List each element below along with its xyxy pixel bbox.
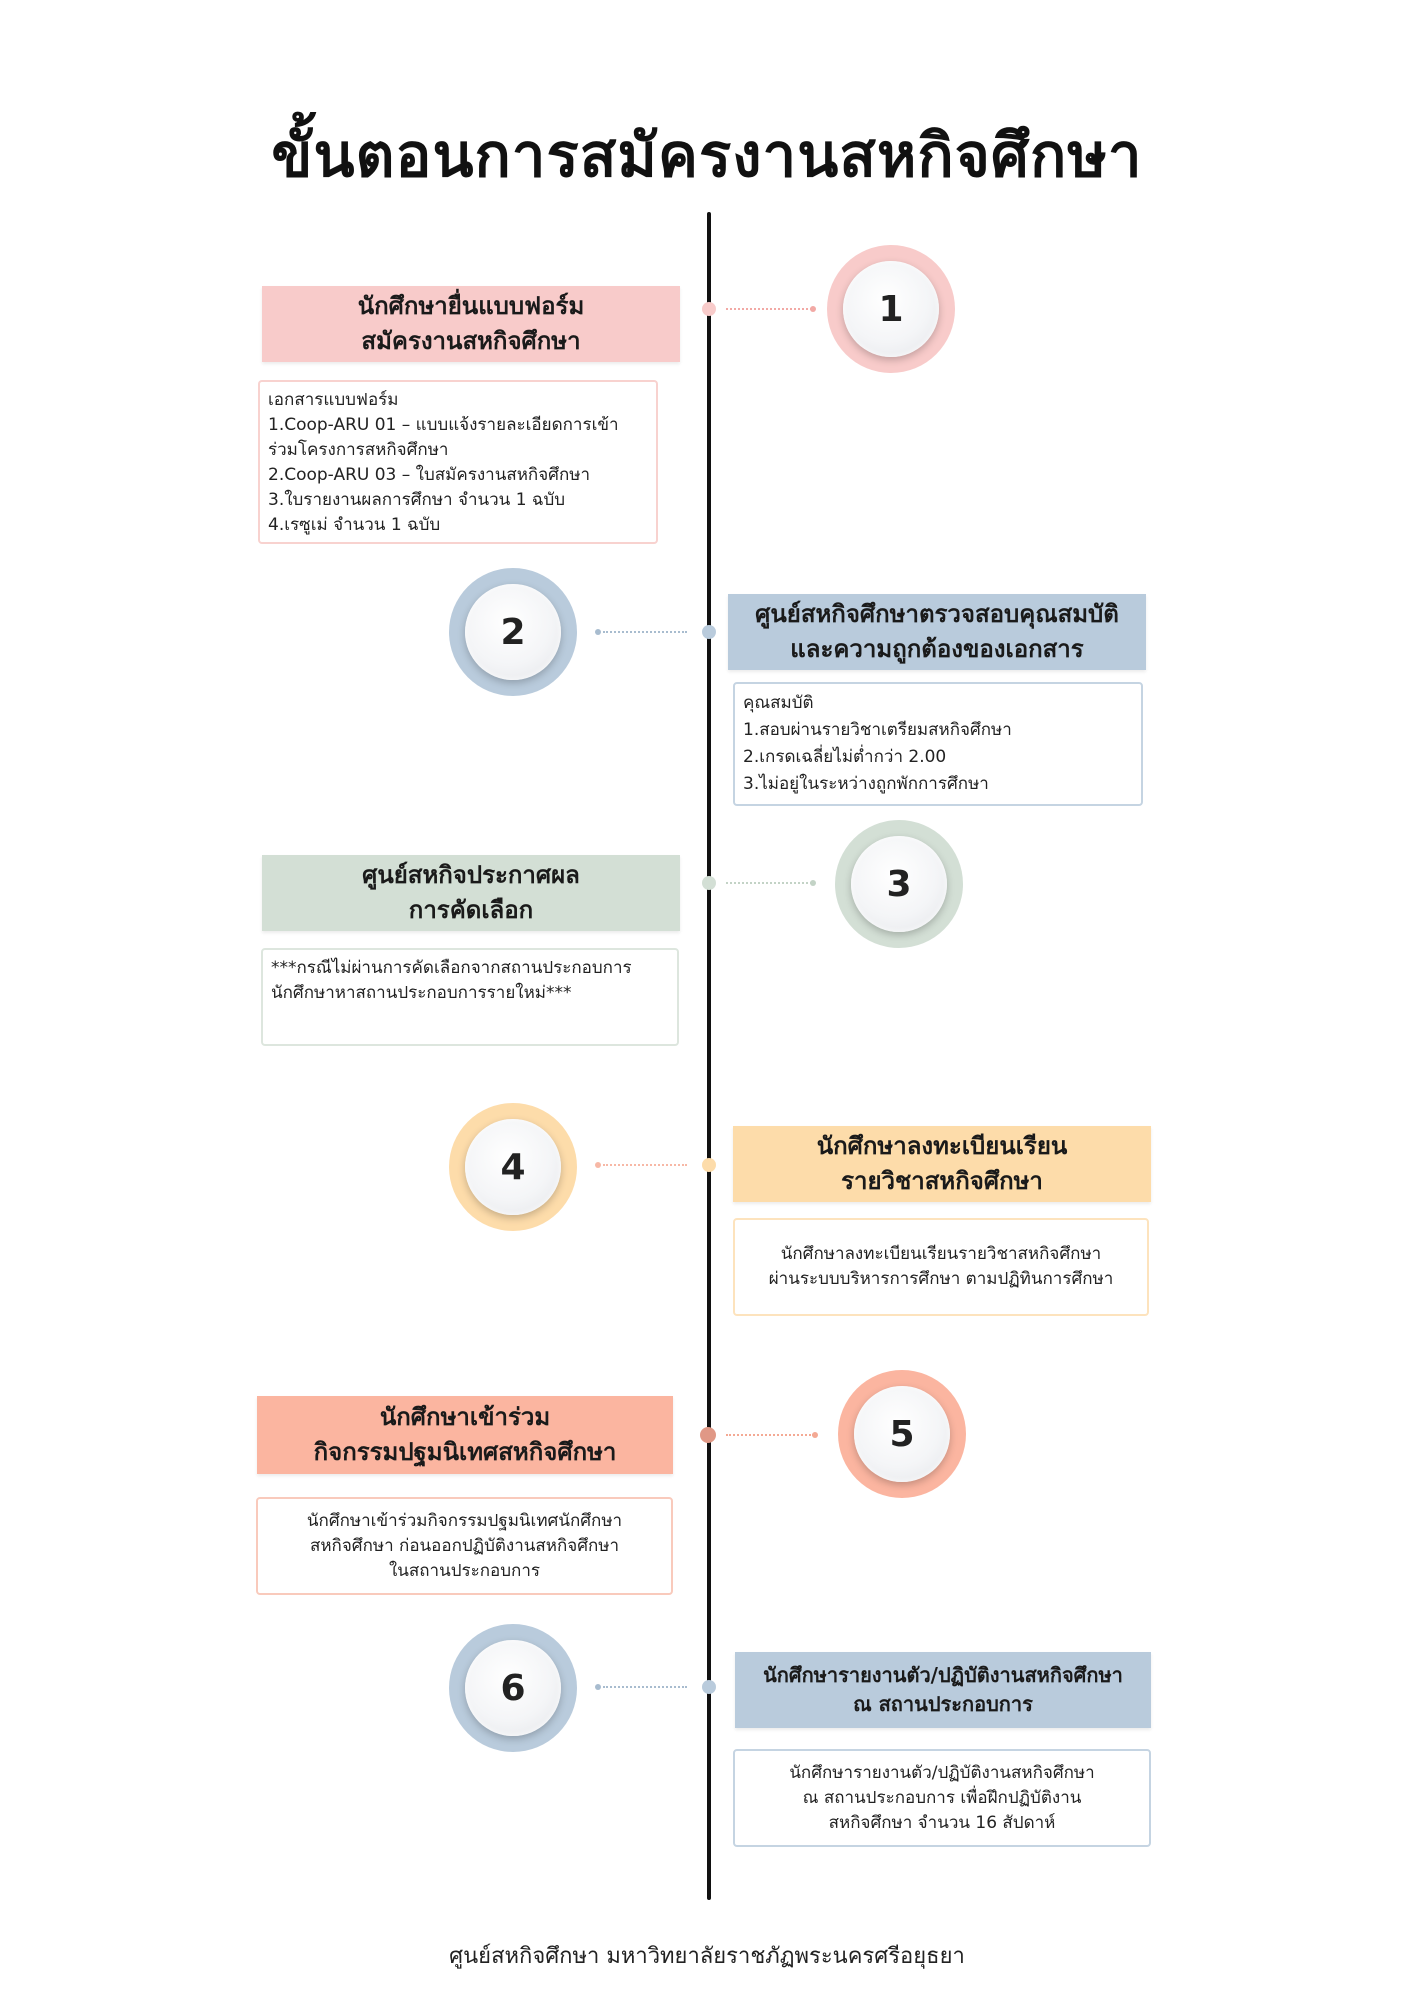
step-6-heading-line-2: ณ สถานประกอบการ: [853, 1692, 1033, 1716]
step-2-heading-line-2: และความถูกต้องของเอกสาร: [790, 635, 1084, 663]
page-title: ขั้นตอนการสมัครงานสหกิจศึกษา: [271, 121, 1143, 191]
step-2-heading-line-1: ศูนย์สหกิจศึกษาตรวจสอบคุณสมบัติ: [755, 600, 1119, 629]
step-5-axis-dot: [700, 1427, 716, 1443]
step-6-connector-end: [595, 1684, 601, 1690]
step-1-detail-box: [258, 380, 658, 544]
step-2-heading: [728, 594, 1146, 670]
step-5-number: 5: [854, 1386, 950, 1482]
step-6-detail-box: [733, 1749, 1151, 1847]
step-4-heading-line-2: รายวิชาสหกิจศึกษา: [841, 1167, 1043, 1195]
step-5-number-circle: [838, 1370, 966, 1498]
step-2-detail-line: 2.เกรดเฉลี่ยไม่ต่ำกว่า 2.00: [743, 747, 947, 767]
step-4-axis-dot: [702, 1158, 716, 1172]
step-2-detail-box: [733, 682, 1143, 806]
step-5-connector: [726, 1434, 814, 1436]
step-2-number: 2: [465, 584, 561, 680]
step-6-detail-line: ณ สถานประกอบการ เพื่อฝึกปฏิบัติงาน: [802, 1787, 1082, 1808]
step-5-detail-line: นักศึกษาเข้าร่วมกิจกรรมปฐมนิเทศนักศึกษา: [306, 1510, 623, 1531]
step-2-detail-line: 1.สอบผ่านรายวิชาเตรียมสหกิจศึกษา: [743, 720, 1012, 740]
step-5-heading: [257, 1396, 673, 1474]
step-6-number: 6: [465, 1640, 561, 1736]
step-4-number-circle: [449, 1103, 577, 1231]
step-1-detail-line: 2.Coop-ARU 03 – ใบสมัครงานสหกิจศึกษา: [268, 465, 590, 485]
step-1-heading-line-2: สมัครงานสหกิจศึกษา: [361, 327, 581, 355]
step-3-heading-line-1: ศูนย์สหกิจประกาศผล: [362, 861, 580, 890]
step-1-connector: [726, 308, 812, 310]
step-3-connector: [726, 882, 812, 884]
footer-organization: ศูนย์สหกิจศึกษา มหาวิทยาลัยราชภัฏพระนครศรีอยุธยา: [449, 1944, 965, 1969]
step-3-axis-dot: [702, 876, 716, 890]
step-6-detail-line: นักศึกษารายงานตัว/ปฏิบัติงานสหกิจศึกษา: [789, 1762, 1095, 1783]
step-2-detail-line: คุณสมบัติ: [743, 693, 814, 713]
step-2-number-circle: [449, 568, 577, 696]
step-5-detail-box: [256, 1497, 673, 1595]
step-4-detail-box: [733, 1218, 1149, 1316]
step-6-number-circle: [449, 1624, 577, 1752]
step-4-detail-line: ผ่านระบบบริหารการศึกษา ตามปฏิทินการศึกษา: [768, 1269, 1114, 1289]
step-6-axis-dot: [702, 1680, 716, 1694]
step-2-connector: [603, 631, 687, 633]
step-1-detail-line: 3.ใบรายงานผลการศึกษา จำนวน 1 ฉบับ: [268, 490, 566, 510]
step-1-heading-line-1: นักศึกษายื่นแบบฟอร์ม: [357, 292, 585, 321]
step-1-detail-line: เอกสารแบบฟอร์ม: [268, 390, 399, 410]
step-6-heading-line-1: นักศึกษารายงานตัว/ปฏิบัติงานสหกิจศึกษา: [763, 1663, 1123, 1687]
step-3-heading-line-2: การคัดเลือก: [408, 896, 534, 924]
step-5-detail-line: สหกิจศึกษา ก่อนออกปฏิบัติงานสหกิจศึกษา: [309, 1535, 620, 1556]
step-5-connector-end: [812, 1432, 818, 1438]
step-4-number: 4: [465, 1119, 561, 1215]
step-3-number: 3: [851, 836, 947, 932]
step-4-heading-line-1: นักศึกษาลงทะเบียนเรียน: [816, 1132, 1068, 1161]
step-1-number-circle: [827, 245, 955, 373]
step-6-connector: [603, 1686, 687, 1688]
step-3-heading: [262, 855, 680, 931]
step-3-detail-line: ***กรณีไม่ผ่านการคัดเลือกจากสถานประกอบการ: [271, 958, 632, 978]
step-2-axis-dot: [702, 625, 716, 639]
step-4-connector: [603, 1164, 687, 1166]
step-4-heading: [733, 1126, 1151, 1202]
step-5-heading-line-2: กิจกรรมปฐมนิเทศสหกิจศึกษา: [313, 1438, 617, 1466]
step-1-detail-line: ร่วมโครงการสหกิจศึกษา: [268, 440, 449, 460]
step-1-axis-dot: [702, 302, 716, 316]
step-6-detail-line: สหกิจศึกษา จำนวน 16 สัปดาห์: [828, 1812, 1056, 1833]
step-1-detail-line: 4.เรซูเม่ จำนวน 1 ฉบับ: [268, 515, 441, 535]
step-6-heading: [735, 1652, 1151, 1728]
step-2-connector-end: [595, 629, 601, 635]
step-4-connector-end: [595, 1162, 601, 1168]
timeline-axis: [707, 212, 711, 1900]
step-1-detail-line: 1.Coop-ARU 01 – แบบแจ้งรายละเอียดการเข้า: [268, 415, 619, 435]
step-1-heading: [262, 286, 680, 362]
step-3-number-circle: [835, 820, 963, 948]
step-5-heading-line-1: นักศึกษาเข้าร่วม: [379, 1403, 551, 1432]
step-4-detail-line: นักศึกษาลงทะเบียนเรียนรายวิชาสหกิจศึกษา: [780, 1244, 1102, 1264]
step-3-detail-line: นักศึกษาหาสถานประกอบการรายใหม่***: [271, 983, 572, 1003]
step-1-connector-end: [810, 306, 816, 312]
step-5-detail-line: ในสถานประกอบการ: [388, 1560, 541, 1581]
step-1-number: 1: [843, 261, 939, 357]
step-3-connector-end: [810, 880, 816, 886]
step-2-detail-line: 3.ไม่อยู่ในระหว่างถูกพักการศึกษา: [743, 774, 989, 794]
step-3-detail-box: [261, 948, 679, 1046]
